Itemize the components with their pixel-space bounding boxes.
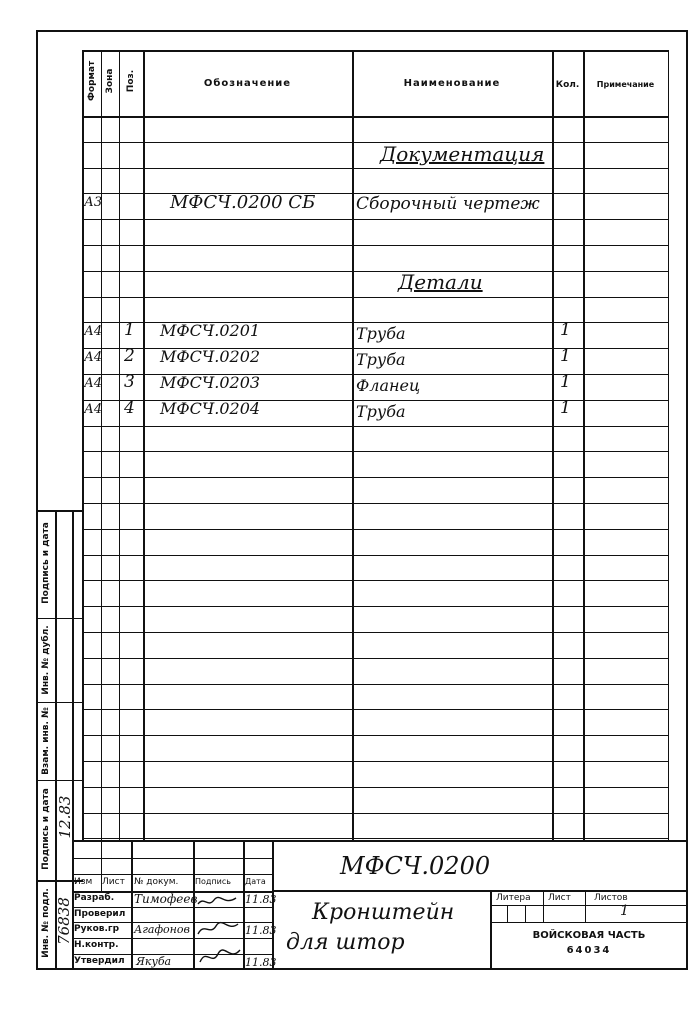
tb-sheets: Листов	[594, 893, 628, 903]
org-number: 64034	[566, 945, 612, 956]
title-line2: для штор	[286, 930, 405, 955]
assembly-format: А3	[84, 195, 103, 210]
header-designation: Обозначение	[203, 78, 292, 89]
tb-col-sign: Подпись	[195, 877, 231, 886]
org-name: ВОЙСКОВАЯ ЧАСТЬ	[532, 930, 646, 941]
tb-role: Руков.гр	[74, 924, 120, 934]
part-name: Труба	[356, 324, 406, 343]
header-qty: Кол.	[555, 80, 580, 90]
tb-name: Агафонов	[134, 923, 190, 936]
tb-col-list: Лист	[102, 877, 125, 887]
section-documentation: Документация	[380, 142, 545, 166]
assembly-designation: МФСЧ.0200 СБ	[170, 192, 316, 213]
part-designation: МФСЧ.0201	[160, 321, 261, 340]
tb-name: Якуба	[136, 955, 172, 968]
tb-sheets-value: 1	[620, 903, 629, 919]
section-parts: Детали	[398, 270, 483, 294]
drawing-frame	[36, 30, 688, 970]
tb-role: Н.контр.	[74, 940, 119, 950]
part-position: 1	[124, 320, 135, 340]
signature-marks	[194, 892, 242, 970]
tb-col-izm: Изм	[74, 877, 93, 887]
part-position: 2	[124, 346, 135, 366]
header-format: Формат	[87, 60, 97, 101]
tb-sheet: Лист	[548, 893, 571, 903]
part-name: Труба	[356, 350, 406, 369]
part-designation: МФСЧ.0204	[160, 399, 261, 418]
tb-litera: Литера	[496, 893, 531, 903]
part-position: 4	[124, 398, 135, 418]
date-value: 12.83	[56, 795, 74, 839]
part-format: А4	[84, 350, 103, 365]
side-label-sign-date-bottom: Подпись и дата	[41, 788, 51, 870]
part-qty: 1	[560, 346, 571, 366]
tb-date: 11.83	[245, 956, 277, 969]
tb-role: Разраб.	[74, 893, 115, 903]
assembly-name: Сборочный чертеж	[356, 194, 540, 214]
inv-podl-value: 76838	[55, 897, 73, 945]
header-note: Примечание	[596, 80, 655, 89]
header-zone: Зона	[105, 68, 115, 94]
tb-name: Тимофеев	[134, 892, 198, 906]
part-format: А4	[84, 376, 103, 391]
part-qty: 1	[560, 320, 571, 340]
title-line1: Кронштейн	[312, 900, 455, 925]
side-label-sign-date-top: Подпись и дата	[41, 522, 51, 604]
part-qty: 1	[560, 372, 571, 392]
side-label-inv-dubl: Инв. № дубл.	[41, 625, 51, 695]
tb-col-ndoc: № докум.	[134, 877, 179, 887]
doc-number: МФСЧ.0200	[340, 852, 491, 880]
part-designation: МФСЧ.0203	[160, 373, 261, 392]
tb-col-date: Дата	[245, 877, 266, 886]
part-designation: МФСЧ.0202	[160, 347, 261, 366]
part-format: А4	[84, 402, 103, 417]
side-label-inv-podl: Инв. № подл.	[41, 888, 51, 958]
part-format: А4	[84, 324, 103, 339]
side-label-vzam-inv: Взам. инв. №	[41, 707, 51, 775]
part-name: Фланец	[356, 376, 421, 395]
header-name: Наименование	[403, 78, 501, 89]
part-qty: 1	[560, 398, 571, 418]
tb-date: 11.83	[245, 893, 277, 906]
header-position: Поз.	[126, 69, 136, 93]
tb-date: 11.83	[245, 924, 277, 937]
part-name: Труба	[356, 402, 406, 421]
tb-role: Утвердил	[74, 956, 125, 966]
part-position: 3	[124, 372, 135, 392]
tb-role: Проверил	[74, 909, 126, 919]
